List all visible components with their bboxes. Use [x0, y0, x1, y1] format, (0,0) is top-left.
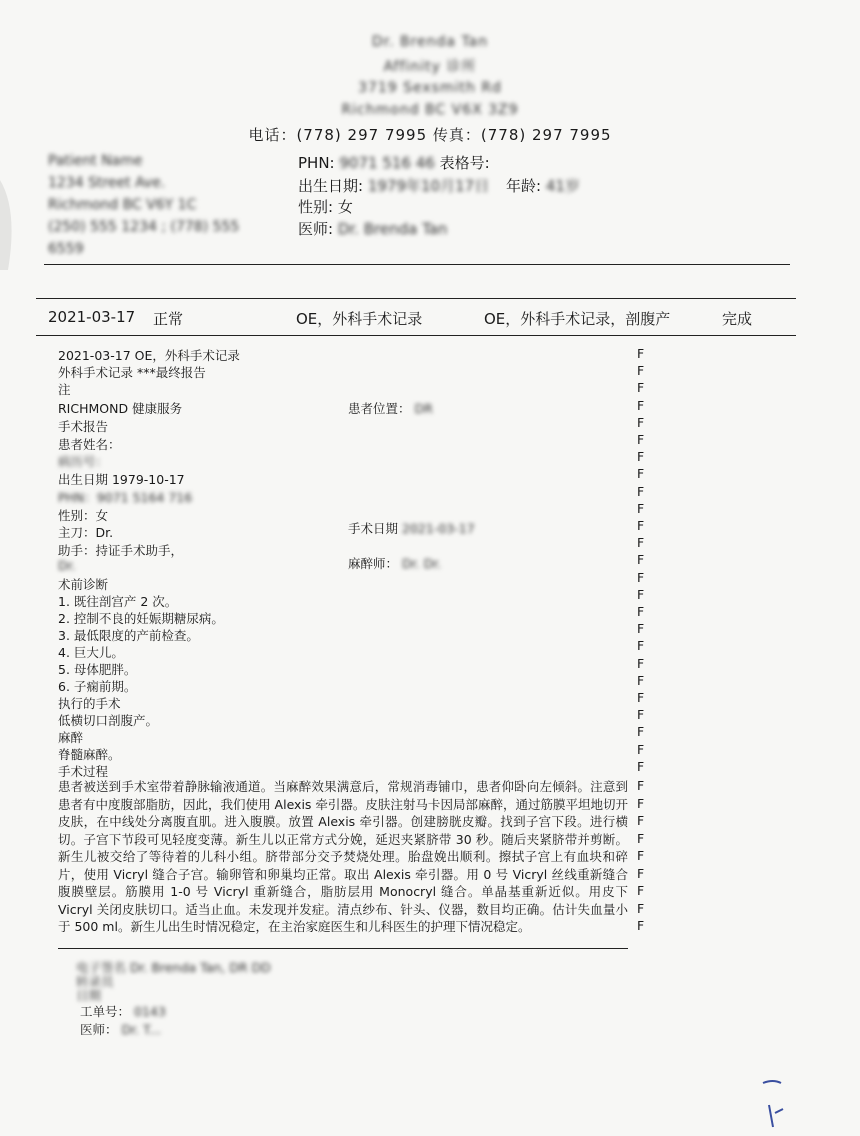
summary-date: 2021-03-17: [48, 308, 136, 326]
flag-marker: F: [637, 466, 645, 482]
anesthesiologist-label: 麻醉师：: [348, 556, 399, 571]
flag-marker: F: [637, 604, 645, 619]
flag-marker: F: [637, 586, 645, 602]
report-line: [58, 435, 121, 453]
flag-marker: F: [637, 380, 645, 396]
report-line: 2021-03-17 OE，外科手术记录: [58, 348, 240, 363]
flag-marker: F: [637, 449, 645, 465]
divider-report-end: [58, 948, 628, 949]
flag-marker: F: [637, 363, 645, 379]
flag-marker: F: [637, 690, 645, 705]
sex-label: 性别:: [298, 198, 334, 216]
phn-value: 9071 516 46: [339, 154, 435, 172]
flag-marker: F: [637, 569, 645, 585]
report-line: 1. 既往剖宫产 2 次。: [58, 594, 178, 609]
flag-marker: F: [637, 758, 645, 774]
paper-fold-shadow: [0, 150, 44, 270]
flag-marker: F: [637, 865, 645, 881]
patient-city: Richmond BC V6Y 1C: [48, 197, 197, 213]
flag-marker: F: [637, 621, 645, 637]
clinic-address-2: Richmond BC V6X 3Z9: [341, 102, 519, 118]
flag-marker: F: [637, 500, 645, 516]
flag-marker: F: [637, 432, 645, 447]
report-line: 外科手术记录 ***最终报告: [58, 365, 206, 380]
report-line: Dr.: [58, 558, 76, 573]
summary-category: OE，外科手术记录: [296, 310, 423, 328]
anesthesiologist-value: Dr. Dr.: [402, 556, 442, 571]
doctor-value: Dr. Brenda Tan: [337, 220, 448, 238]
surgery-date-label: 手术日期: [348, 521, 399, 536]
report-line: 主刀：Dr.: [58, 525, 114, 540]
summary-description: OE，外科手术记录，剖腹产: [484, 310, 671, 328]
dob-row: [298, 175, 580, 196]
clinic-name: [0, 56, 860, 76]
job-label: 工单号：: [80, 1004, 131, 1019]
flag-marker: F: [637, 655, 645, 671]
footer-transcriber: 转录员: [76, 974, 114, 989]
patient-phone: (250) 555 1234 ; (778) 555: [48, 219, 240, 235]
flag-marker: F: [637, 724, 645, 740]
form-label: 表格号:: [439, 154, 490, 172]
flag-marker: F: [637, 813, 645, 828]
doctor-row: [298, 218, 447, 239]
flag-marker: F: [637, 397, 645, 413]
patient-location: [348, 399, 433, 417]
footer-physician: [80, 1020, 161, 1038]
flag-marker: F: [637, 414, 645, 430]
age-value: 41岁: [545, 177, 580, 195]
report-line: PHN：9071 5164 716: [58, 490, 193, 505]
flag-marker: F: [637, 638, 645, 654]
physician-label: 医师：: [80, 1022, 118, 1037]
flag-marker: F: [637, 918, 645, 933]
footer-job: [80, 1002, 166, 1020]
report-line: 助手：持证手术助手，: [58, 543, 184, 558]
report-line: 出生日期 1979-10-17: [58, 472, 185, 487]
surgery-date-value: 2021-03-17: [402, 521, 475, 536]
flag-marker: F: [637, 707, 645, 723]
report-line: 低横切口剖腹产。: [58, 713, 159, 728]
patient-location-value: DR: [414, 401, 433, 416]
clinic-doctor: Dr. Brenda Tan: [371, 34, 489, 50]
flag-marker: F: [637, 900, 645, 916]
phn-label: PHN:: [298, 154, 335, 172]
sex-row: [298, 196, 353, 217]
report-line: 手术报告: [58, 419, 109, 434]
report-line: 5. 母体肥胖。: [58, 662, 137, 677]
flag-marker: F: [637, 741, 645, 757]
flag-marker: F: [637, 672, 645, 688]
summary-status: 正常: [153, 310, 184, 328]
flag-marker: F: [637, 518, 645, 533]
flag-marker: F: [637, 483, 645, 499]
report-line: 4. 巨大儿。: [58, 645, 124, 660]
report-line: 病历号：: [58, 454, 109, 469]
report-line: 3. 最低限度的产前检查。: [58, 628, 199, 643]
age-label: 年龄:: [505, 177, 542, 195]
flag-marker: F: [637, 778, 645, 793]
dob-label: 出生日期:: [298, 177, 364, 195]
clinic-name-text: Affinity 诊所: [383, 59, 477, 75]
patient-name-label: 患者姓名：: [58, 437, 121, 452]
divider-top: [44, 264, 790, 265]
clinic-address-1: 3719 Sexsmith Rd: [358, 80, 502, 96]
job-value: 0143: [134, 1004, 166, 1019]
dob-value: 1979年10月17日: [367, 177, 490, 195]
report-line: 6. 子痫前期。: [58, 679, 137, 694]
flag-marker: F: [637, 552, 645, 568]
phn-row: [298, 152, 490, 173]
flag-marker: F: [637, 535, 645, 551]
report-line: 注: [58, 382, 71, 397]
procedure-text: 患者被送到手术室带着静脉输液通道。当麻醉效果满意后，常规消毒铺巾，患者仰卧向左倾斜。注意到患者有中度腹部脂肪，因此，我们使用 Alexis 牵引器。皮肤注射马卡因局部麻醉，通过筋膜平坦地切开皮肤，在中线处分离腹直肌。进入腹膜。放置 Alexis 牵引器。创建膀胱皮瓣。找到子宫下段。进行横切。子宫下节段可见轻度变薄。新生儿以正常方式分娩，延迟夹紧脐带 30 秒。随后夹紧脐带并剪断。新生儿被交给了等待着的儿科小组。脐带部分交予焚烧处理。胎盘娩出顺利。擦拭子宫上有血块和碎片，使用 Vicryl 缝合子宫。输卵管和卵巢均正常。取出 Alexis 牵引器。用 0 号 Vicryl 丝线重新缝合腹膜壁层。筋膜用 1-0 号 Vicryl 重新缝合，脂肪层用 Monocryl 缝合。单晶基重新近似。用皮下 Vicryl 关闭皮肤切口。适当止血。未发现并发症。清点纱布、针头、仪器，数目均正确。估计失血量小于 500 ml。新生儿出生时情况稳定，在主治家庭医生和儿科医生的护理下情况稳定。: [58, 779, 628, 934]
report-line: RICHMOND 健康服务: [58, 401, 183, 416]
patient-location-label: 患者位置：: [348, 401, 411, 416]
divider-summary-top: [36, 298, 796, 299]
patient-street: 1234 Street Ave.: [48, 175, 166, 191]
divider-summary-bottom: [36, 335, 796, 336]
report-line: 2. 控制不良的妊娠期糖尿病。: [58, 611, 224, 626]
report-line: 脊髓麻醉。: [58, 747, 121, 762]
surgery-date: [348, 519, 475, 537]
footer-signature: 电子签名 Dr. Brenda Tan, DR DD: [76, 960, 271, 975]
patient-name: Patient Name: [48, 153, 143, 169]
flag-marker: F: [637, 830, 645, 846]
pen-mark: [755, 1065, 795, 1135]
clinic-contact: 电话：(778) 297 7995 传真：(778) 297 7995: [248, 126, 612, 144]
doctor-label: 医师:: [298, 220, 334, 238]
report-line: 执行的手术: [58, 696, 121, 711]
report-line: 手术过程: [58, 764, 109, 779]
report-line: 术前诊断: [58, 577, 109, 592]
report-line: 麻醉: [58, 730, 84, 745]
patient-phone-suffix: 6559: [48, 241, 84, 257]
physician-value: Dr. T...: [121, 1022, 162, 1037]
footer-date: 日期: [76, 988, 102, 1003]
sex-value: 女: [337, 198, 353, 216]
flag-marker: F: [637, 883, 645, 898]
report-line: 性别：女: [58, 508, 109, 523]
flag-marker: F: [637, 795, 645, 811]
flag-marker: F: [637, 848, 645, 863]
summary-state: 完成: [722, 310, 753, 328]
flag-marker: F: [637, 346, 645, 361]
anesthesiologist: [348, 554, 441, 572]
